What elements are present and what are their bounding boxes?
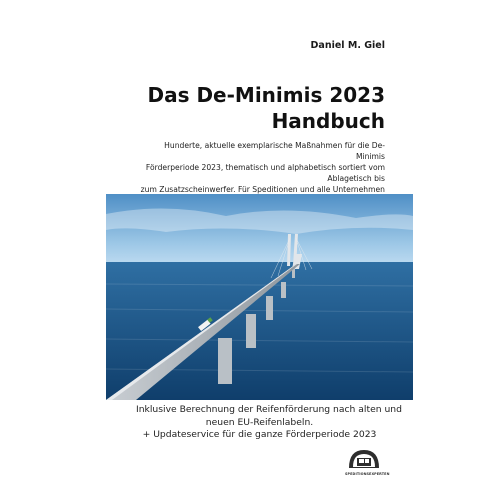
bottom-text-line: Inklusive Berechnung der Reifenförderung nach alten und — [136, 404, 402, 415]
truck-icon — [345, 446, 383, 472]
description-line: Hunderte, aktuelle exemplarische Maßnahmen für die De-Minimis — [164, 141, 385, 161]
author-name: Daniel M. Giel — [310, 40, 385, 51]
title-line-2: Handbuch — [271, 109, 385, 133]
title-line-1: Das De-Minimis 2023 — [147, 83, 385, 107]
book-cover — [106, 10, 413, 490]
bottom-text-line: + Updateservice für die ganze Förderperiode 2023 — [142, 429, 377, 440]
bridge-photo — [106, 194, 413, 400]
description-line: zum Zusatzscheinwerfer. Für Speditionen und alle Unternehmen — [140, 185, 385, 194]
description-line: Förderperiode 2023, thematisch und alphabetisch sortiert vom Ablagetisch bis — [145, 163, 385, 183]
publisher-logo — [345, 446, 390, 476]
bottom-text-line: neuen EU-Reifenlabeln. — [205, 416, 314, 428]
bottom-text — [136, 404, 402, 442]
book-title — [147, 82, 385, 134]
publisher-name: SPEDITIONSEXPERTEN — [345, 472, 390, 476]
